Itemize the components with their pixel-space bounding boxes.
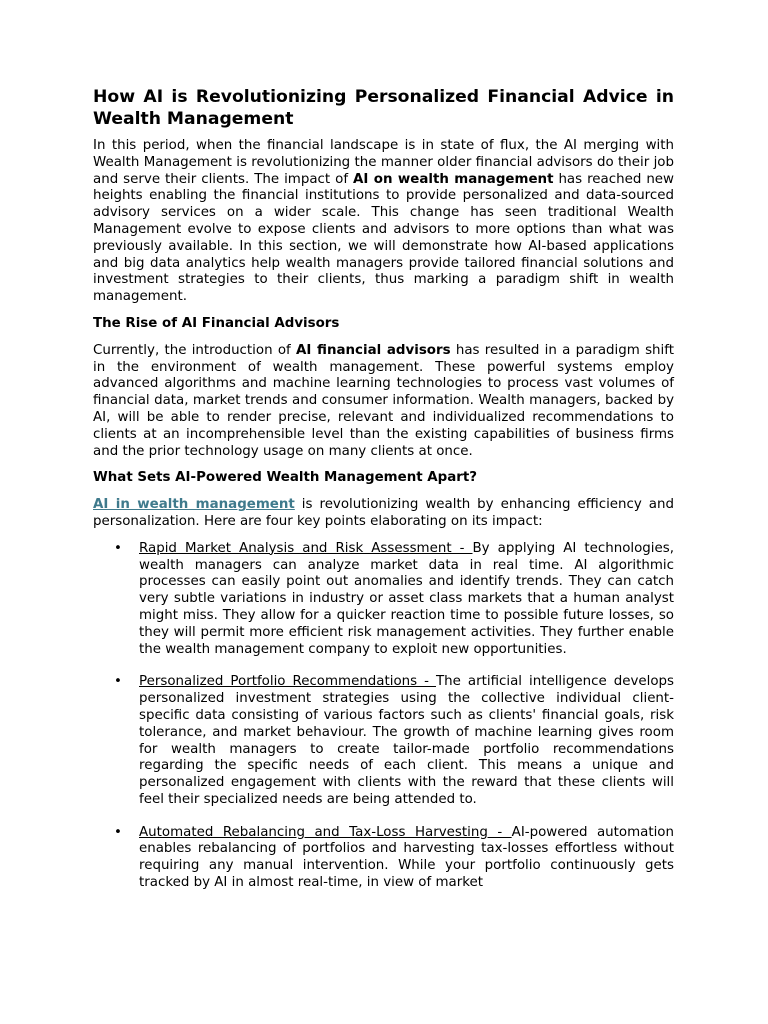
section-heading-rise: The Rise of AI Financial Advisors (93, 315, 340, 331)
point-title: Automated Rebalancing and Tax-Loss Harvesting - (139, 824, 512, 840)
point-text: The artificial intelligence develops personalized investment strategies using the collective individual client-specific data consisting of various factors such as clients' financial goals, risk tolerance, and market behaviour. The growth of machine learning gives room for wealth managers to create tailor-made portfolio recommendations regarding the specific needs of each client. This means a unique and personalized engagement with clients with the reward that these clients will feel their specialized needs are being attended to. (139, 674, 674, 807)
rise-text-2: has resulted in a paradigm shift in the environment of wealth management. These powerful systems employ advanced algorithms and machine learning technologies to process vast volumes of financial data, market trends and consumer information. Wealth managers, backed by AI, will be able to render precise, relevant and individualized recommendations to clients at an incomprehensible level than the existing capabilities of business firms and the prior technology usage on many clients at once. (93, 342, 674, 459)
intro-bold-phrase: AI on wealth management (353, 171, 554, 187)
point-text: AI-powered automation enables rebalancing of portfolios and harvesting tax-losses effortless without requiring any manual intervention. While your portfolio continuously gets tracked by AI in almost real-time, in view of market (139, 824, 674, 891)
bullet-icon: • (114, 674, 122, 690)
intro-paragraph (93, 138, 674, 306)
intro-text-2: has reached new heights enabling the financial institutions to provide personalized and data-sourced advisory services on a wider scale. This change has seen traditional Wealth Management evolve to expose clients and advisors to more options than what was previously available. In this section, we will demonstrate how AI-based applications and big data analytics help wealth managers provide tailored financial solutions and investment strategies to their clients, thus marking a paradigm shift in wealth management. (93, 171, 674, 305)
intro-text-1: In this period, when the financial landscape is in state of flux, the AI merging with Wealth Management is revolutionizing the manner older financial advisors do their job and serve their clients. The impact of (93, 138, 674, 187)
rise-text-1: Currently, the introduction of (93, 342, 297, 358)
ai-wealth-management-link[interactable]: AI in wealth management (93, 497, 295, 513)
rise-paragraph (93, 343, 674, 461)
apart-paragraph (93, 497, 674, 531)
bullet-icon: • (114, 540, 122, 556)
point-title: Rapid Market Analysis and Risk Assessment - (139, 540, 473, 556)
document-content (93, 86, 674, 908)
apart-text: is revolutionizing wealth by enhancing efficiency and personalization. Here are four key points elaborating on its impact: (93, 497, 674, 529)
document-title: How AI is Revolutionizing Personalized Financial Advice in Wealth Management (93, 87, 674, 129)
list-item (93, 825, 674, 892)
point-text: By applying AI technologies, wealth managers can analyze market data in real time. AI algorithmic processes can easily point out anomalies and identify trends. They can catch very subtle variations in industry or asset class markets that a human analyst might miss. They allow for a quicker reaction time to possible future losses, so they will permit more efficient risk management activities. They further enable the wealth management company to exploit new opportunities. (139, 540, 674, 657)
point-title: Personalized Portfolio Recommendations - (139, 674, 436, 690)
list-item (93, 674, 674, 808)
rise-bold-phrase: AI financial advisors (296, 342, 451, 358)
bullet-icon: • (114, 824, 122, 840)
list-item (93, 541, 674, 659)
key-points-list (93, 541, 674, 892)
section-heading-apart: What Sets AI-Powered Wealth Management Apart? (93, 470, 478, 486)
